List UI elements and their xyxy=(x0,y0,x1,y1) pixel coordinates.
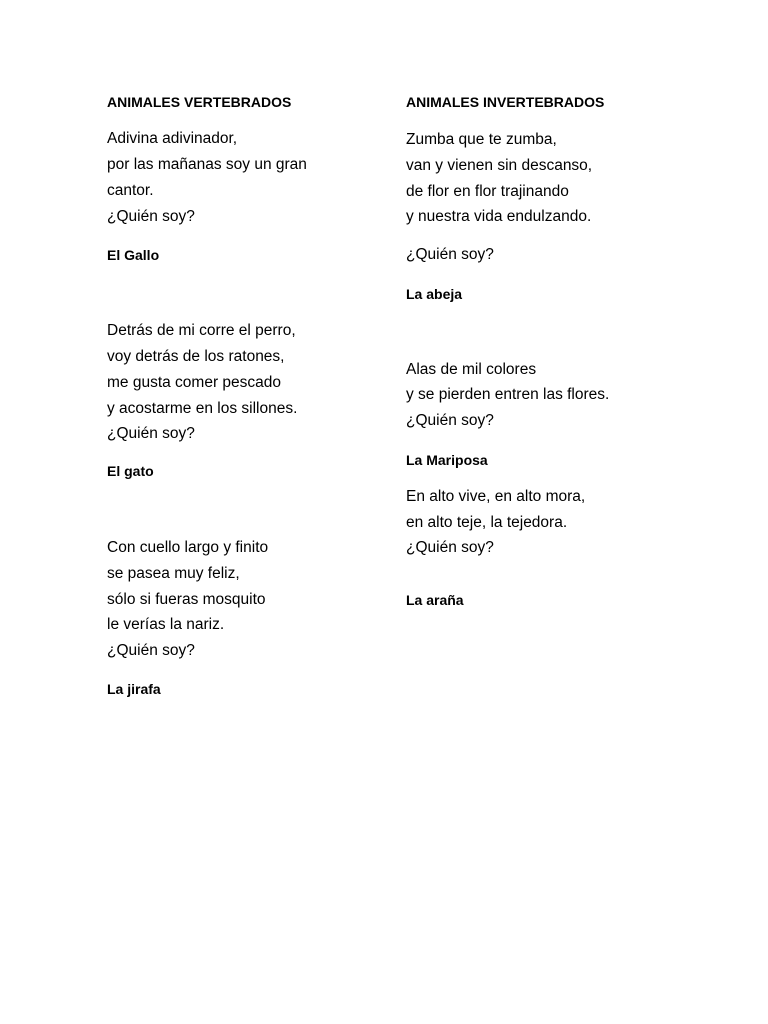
riddle-line: Adivina adivinador, xyxy=(107,130,238,147)
riddle-answer: La abeja xyxy=(406,286,463,302)
invertebrates-heading: ANIMALES INVERTEBRADOS xyxy=(406,94,605,110)
riddle-answer: El Gallo xyxy=(107,247,160,263)
riddle-answer: El gato xyxy=(107,463,154,479)
riddle-line: cantor. xyxy=(107,182,154,199)
riddle-question: ¿Quién soy? xyxy=(107,208,195,225)
riddle-line: en alto teje, la tejedora. xyxy=(406,514,568,531)
riddle-line: y nuestra vida endulzando. xyxy=(406,208,592,225)
riddle-line: le verías la nariz. xyxy=(107,616,225,633)
riddle-answer: La Mariposa xyxy=(406,452,488,468)
riddle-question: ¿Quién soy? xyxy=(107,425,195,442)
riddle-line: van y vienen sin descanso, xyxy=(406,157,593,174)
riddle-question: ¿Quién soy? xyxy=(406,412,494,429)
riddle-line: de flor en flor trajinando xyxy=(406,183,569,200)
riddle-line: voy detrás de los ratones, xyxy=(107,348,285,365)
riddle-line: por las mañanas soy un gran xyxy=(107,156,307,173)
riddle-answer: La araña xyxy=(406,592,464,608)
riddle-line: En alto vive, en alto mora, xyxy=(406,488,586,505)
riddle-line: y acostarme en los sillones. xyxy=(107,400,298,417)
riddle-line: Alas de mil colores xyxy=(406,361,537,378)
riddle-line: se pasea muy feliz, xyxy=(107,565,240,582)
riddle-question: ¿Quién soy? xyxy=(406,246,494,263)
riddle-line: Con cuello largo y finito xyxy=(107,539,269,556)
riddle-question: ¿Quién soy? xyxy=(107,642,195,659)
riddle-line: y se pierden entren las flores. xyxy=(406,386,610,403)
riddle-line: Zumba que te zumba, xyxy=(406,131,557,148)
riddle-question: ¿Quién soy? xyxy=(406,539,494,556)
riddle-line: me gusta comer pescado xyxy=(107,374,282,391)
riddle-line: sólo si fueras mosquito xyxy=(107,591,266,608)
riddle-line: Detrás de mi corre el perro, xyxy=(107,322,296,339)
vertebrates-heading: ANIMALES VERTEBRADOS xyxy=(107,94,292,110)
riddle-answer: La jirafa xyxy=(107,681,161,697)
